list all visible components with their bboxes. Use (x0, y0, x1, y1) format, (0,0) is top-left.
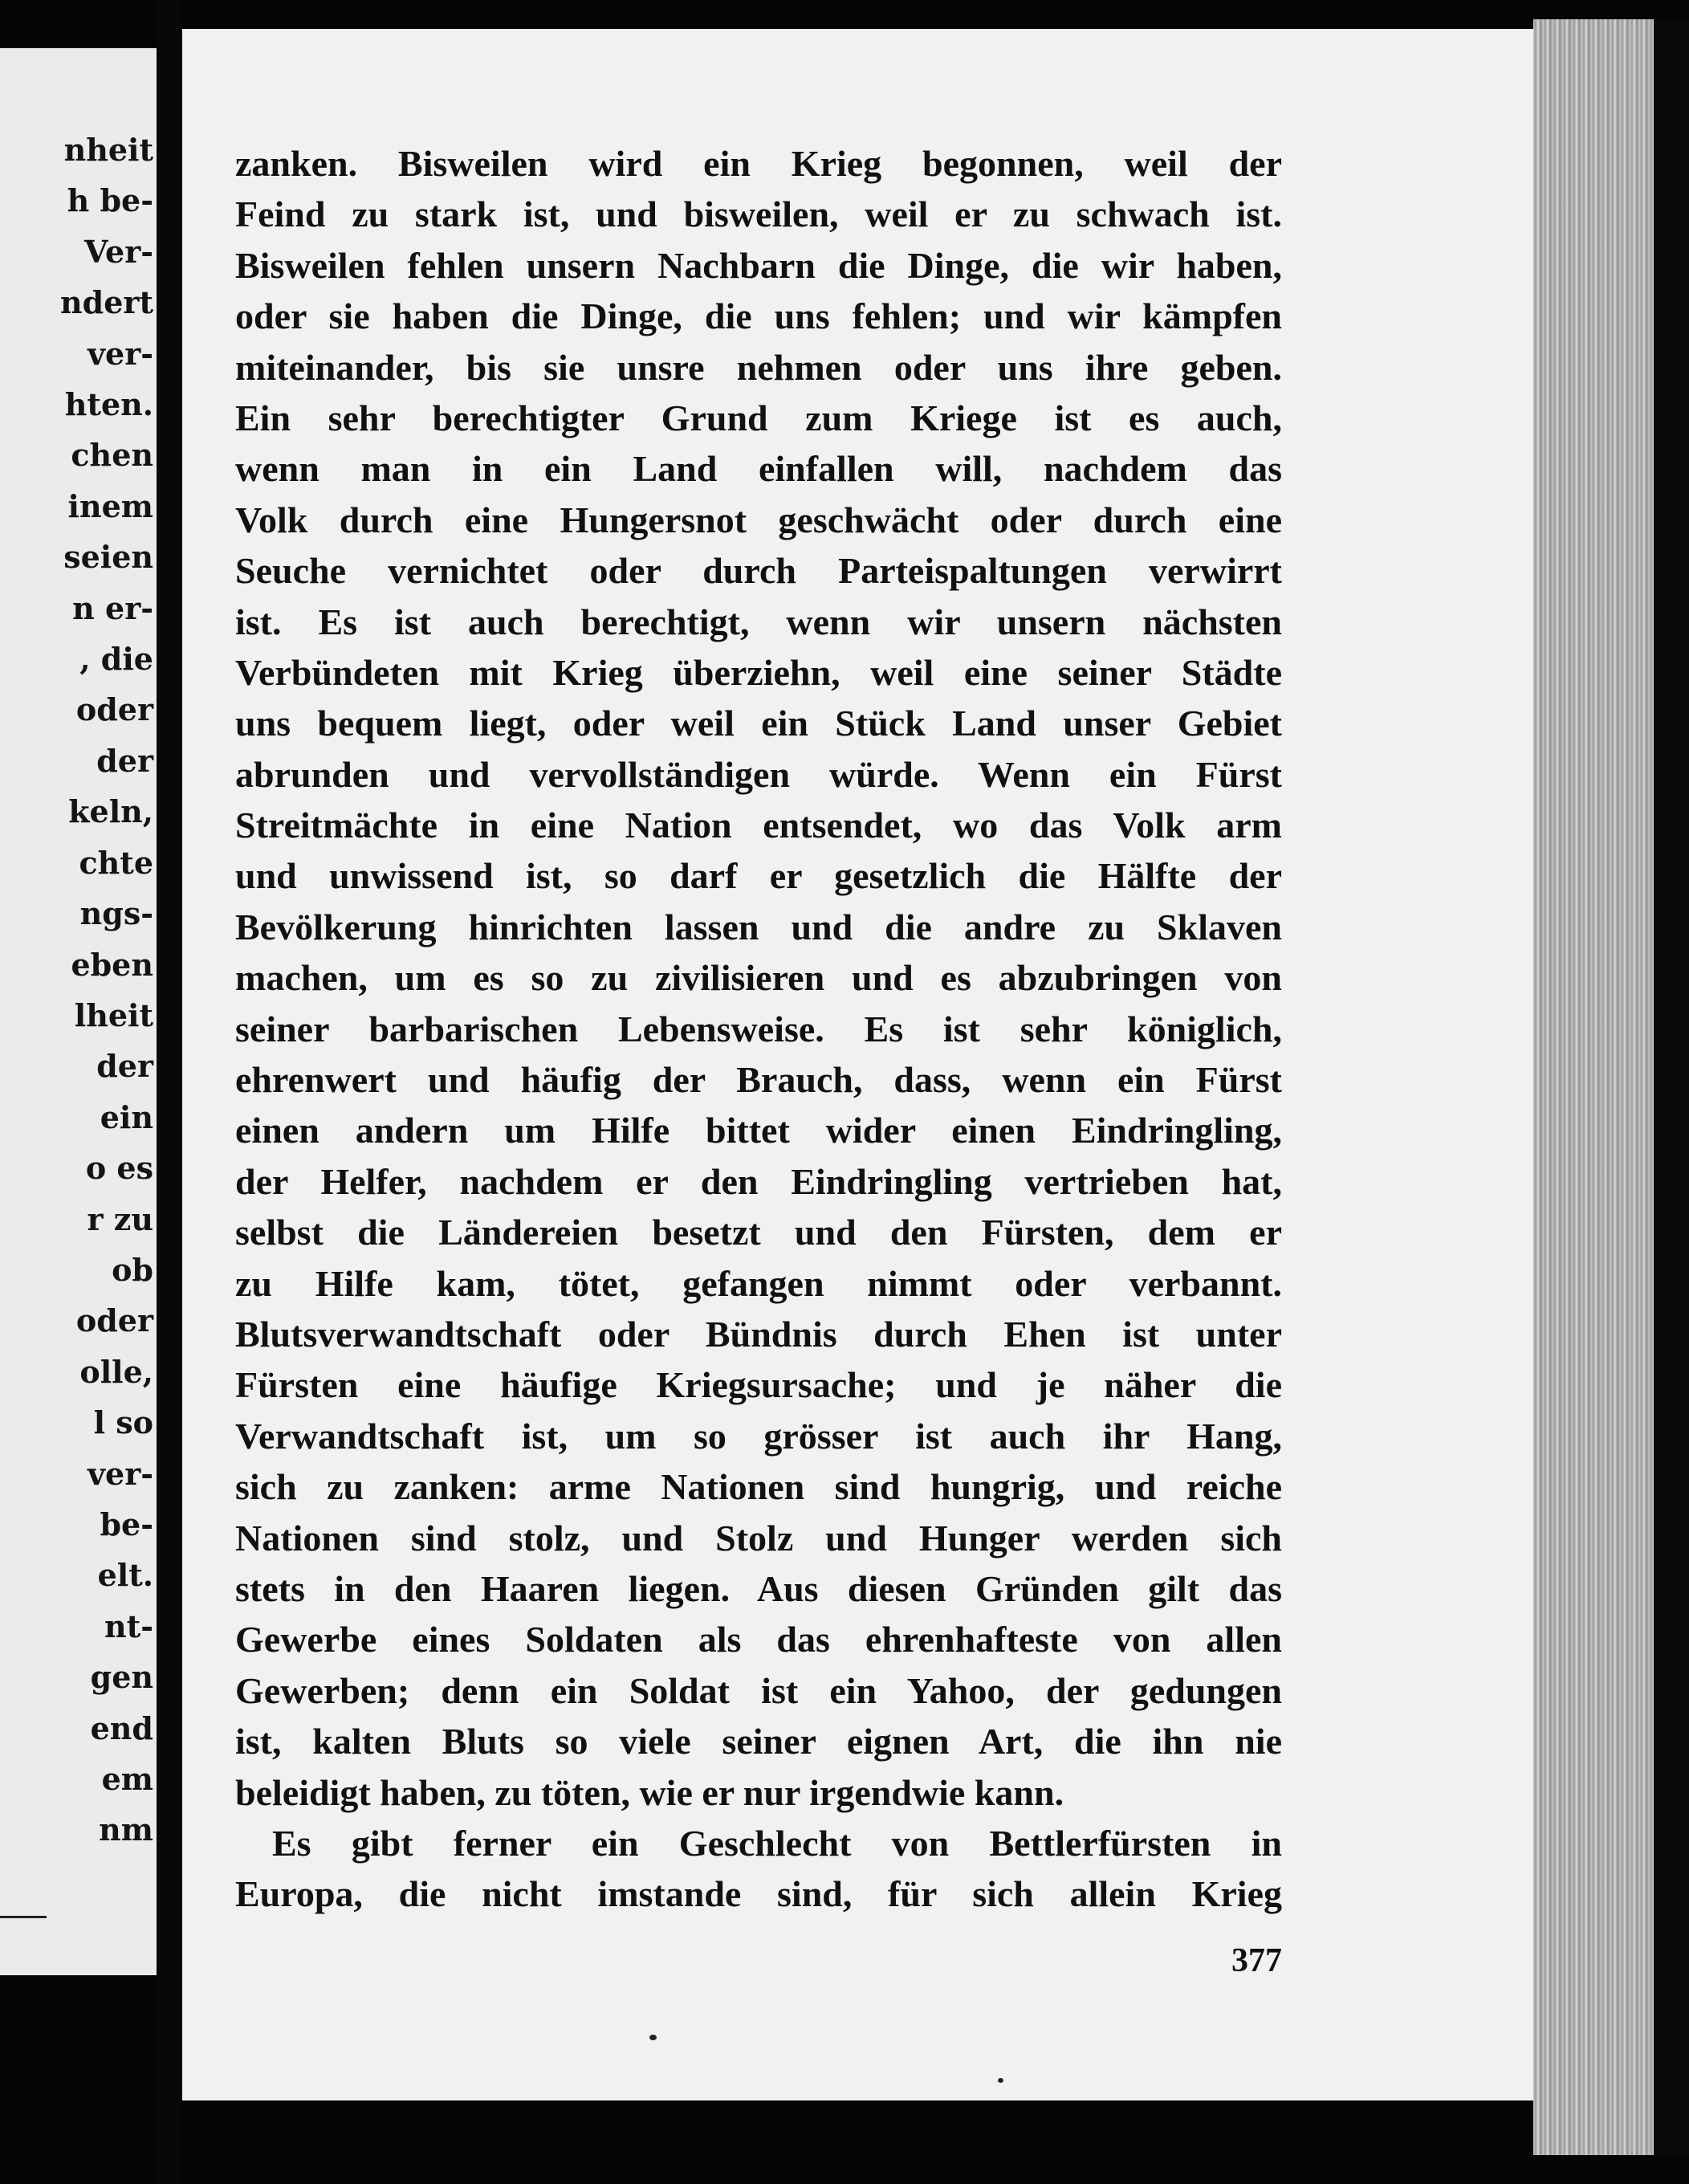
previous-page-line-fragment: nt- (104, 1607, 153, 1644)
previous-page-line-fragment: elt. (97, 1557, 153, 1594)
text-line: Feind zu stark ist, und bisweilen, weil er zu schwach ist. (235, 194, 1282, 235)
previous-page-line-fragment: oder (75, 1302, 153, 1339)
previous-page-line-fragment: r zu (87, 1200, 153, 1237)
text-line: Es gibt ferner ein Geschlecht von Bettlerfürsten in (272, 1822, 1282, 1864)
text-line: Gewerbe eines Soldaten als das ehrenhafteste von allen (235, 1619, 1282, 1660)
previous-page-line-fragment: eben (71, 946, 153, 983)
text-line: ehrenwert und häufig der Brauch, dass, wenn ein Fürst (235, 1059, 1282, 1101)
page-edge-stack (1533, 19, 1654, 2155)
previous-page-line-fragment: lheit (74, 996, 153, 1033)
text-line: Bisweilen fehlen unsern Nachbarn die Dinge, die wir haben, (235, 244, 1282, 286)
text-line: Verbündeten mit Krieg überziehn, weil eine seiner Städte (235, 651, 1282, 693)
text-line: Gewerben; denn ein Soldat ist ein Yahoo, der gedungen (235, 1669, 1282, 1711)
text-line: sich zu zanken: arme Nationen sind hungrig, und reiche (235, 1466, 1282, 1508)
previous-page-line-fragment: n er- (72, 589, 153, 626)
previous-page-line-fragment: em (101, 1761, 153, 1797)
previous-page-line-fragment: inem (67, 487, 153, 524)
previous-page-line-fragment: ob (112, 1251, 153, 1288)
previous-page-line-fragment: be- (100, 1506, 153, 1542)
text-line: Ein sehr berechtigter Grund zum Kriege ist es auch, (235, 397, 1282, 438)
text-line: einen andern um Hilfe bittet wider einen Eindringling, (235, 1110, 1282, 1151)
previous-page-line-fragment: ngs- (79, 895, 153, 932)
text-line: stets in den Haaren liegen. Aus diesen Gründen gilt das (235, 1567, 1282, 1609)
previous-page-line-fragment: o es (85, 1150, 153, 1187)
previous-page-line-fragments (60, 124, 153, 1856)
previous-page-line-fragment: olle, (79, 1353, 153, 1390)
text-line: Blutsverwandtschaft oder Bündnis durch Ehen ist unter (235, 1313, 1282, 1355)
previous-page-line-fragment: Ver- (84, 233, 153, 270)
previous-page-line-fragment: gen (90, 1659, 153, 1696)
previous-page-line-fragment: seien (63, 539, 153, 576)
book-gutter (157, 0, 182, 2184)
page-number: 377 (1231, 1942, 1282, 1979)
previous-page-line-fragment: der (96, 1048, 153, 1085)
text-line: beleidigt haben, zu töten, wie er nur irgendwie kann. (235, 1771, 1064, 1813)
body-text (235, 138, 1282, 1920)
text-line: Fürsten eine häufige Kriegsursache; und je näher die (235, 1364, 1282, 1406)
scan-speck (649, 2035, 657, 2040)
scan-speck (998, 2078, 1003, 2083)
text-line: und unwissend ist, so darf er gesetzlich die Hälfte der (235, 855, 1282, 897)
text-line: Seuche vernichtet oder durch Parteispaltungen verwirrt (235, 550, 1282, 592)
text-line: zu Hilfe kam, tötet, gefangen nimmt oder verbannt. (235, 1262, 1282, 1304)
text-line: Volk durch eine Hungersnot geschwächt oder durch eine (235, 499, 1282, 540)
previous-page-line-fragment: ndert (60, 284, 153, 321)
text-line: selbst die Ländereien besetzt und den Fürsten, dem er (235, 1212, 1282, 1253)
text-line: Streitmächte in eine Nation entsendet, wo das Volk arm (235, 805, 1282, 846)
text-line: machen, um es so zu zivilisieren und es abzubringen von (235, 957, 1282, 999)
previous-page-line-fragment: nm (99, 1811, 153, 1848)
current-page (182, 29, 1547, 2100)
text-line: uns bequem liegt, oder weil ein Stück Land unser Gebiet (235, 703, 1282, 744)
previous-page-line-fragment: chen (71, 437, 153, 474)
text-line: oder sie haben die Dinge, die uns fehlen; und wir kämpfen (235, 295, 1282, 337)
text-line: seiner barbarischen Lebensweise. Es ist sehr königlich, (235, 1008, 1282, 1049)
previous-page-line-fragment: chte (79, 844, 153, 881)
previous-page-line-fragment: l so (93, 1404, 153, 1441)
previous-page-fragment (0, 48, 157, 1975)
page-edge-shadow (1654, 19, 1689, 2155)
previous-page-line-fragment: nheit (63, 132, 153, 168)
previous-page-line-fragment: ein (100, 1098, 153, 1135)
previous-page-line-fragment: ver- (87, 1455, 153, 1492)
previous-page-line-fragment: oder (75, 691, 153, 728)
text-line: abrunden und vervollständigen würde. Wenn ein Fürst (235, 753, 1282, 795)
text-line: Nationen sind stolz, und Stolz und Hunger werden sich (235, 1517, 1282, 1559)
text-line: Bevölkerung hinrichten lassen und die andre zu Sklaven (235, 906, 1282, 947)
text-line: zanken. Bisweilen wird ein Krieg begonnen, weil der (235, 143, 1282, 184)
text-line: Verwandtschaft ist, um so grösser ist auch ihr Hang, (235, 1415, 1282, 1457)
previous-page-line-fragment: , die (79, 641, 153, 678)
previous-page-line-fragment: der (96, 742, 153, 779)
previous-page-line-fragment: h be- (67, 182, 153, 219)
previous-page-line-fragment: hten. (64, 386, 153, 423)
previous-page-line-fragment: end (90, 1709, 153, 1746)
text-line: wenn man in ein Land einfallen will, nachdem das (235, 448, 1282, 490)
text-line: miteinander, bis sie unsre nehmen oder uns ihre geben. (235, 346, 1282, 388)
text-line: Europa, die nicht imstande sind, für sich allein Krieg (235, 1873, 1282, 1915)
previous-page-line-fragment: keln, (68, 793, 153, 830)
text-line: ist. Es ist auch berechtigt, wenn wir unsern nächsten (235, 601, 1282, 642)
text-line: der Helfer, nachdem er den Eindringling vertrieben hat, (235, 1160, 1282, 1202)
previous-page-line-fragment: ver- (87, 335, 153, 372)
footnote-rule (0, 1916, 47, 1918)
text-line: ist, kalten Bluts so viele seiner eignen Art, die ihn nie (235, 1721, 1282, 1762)
